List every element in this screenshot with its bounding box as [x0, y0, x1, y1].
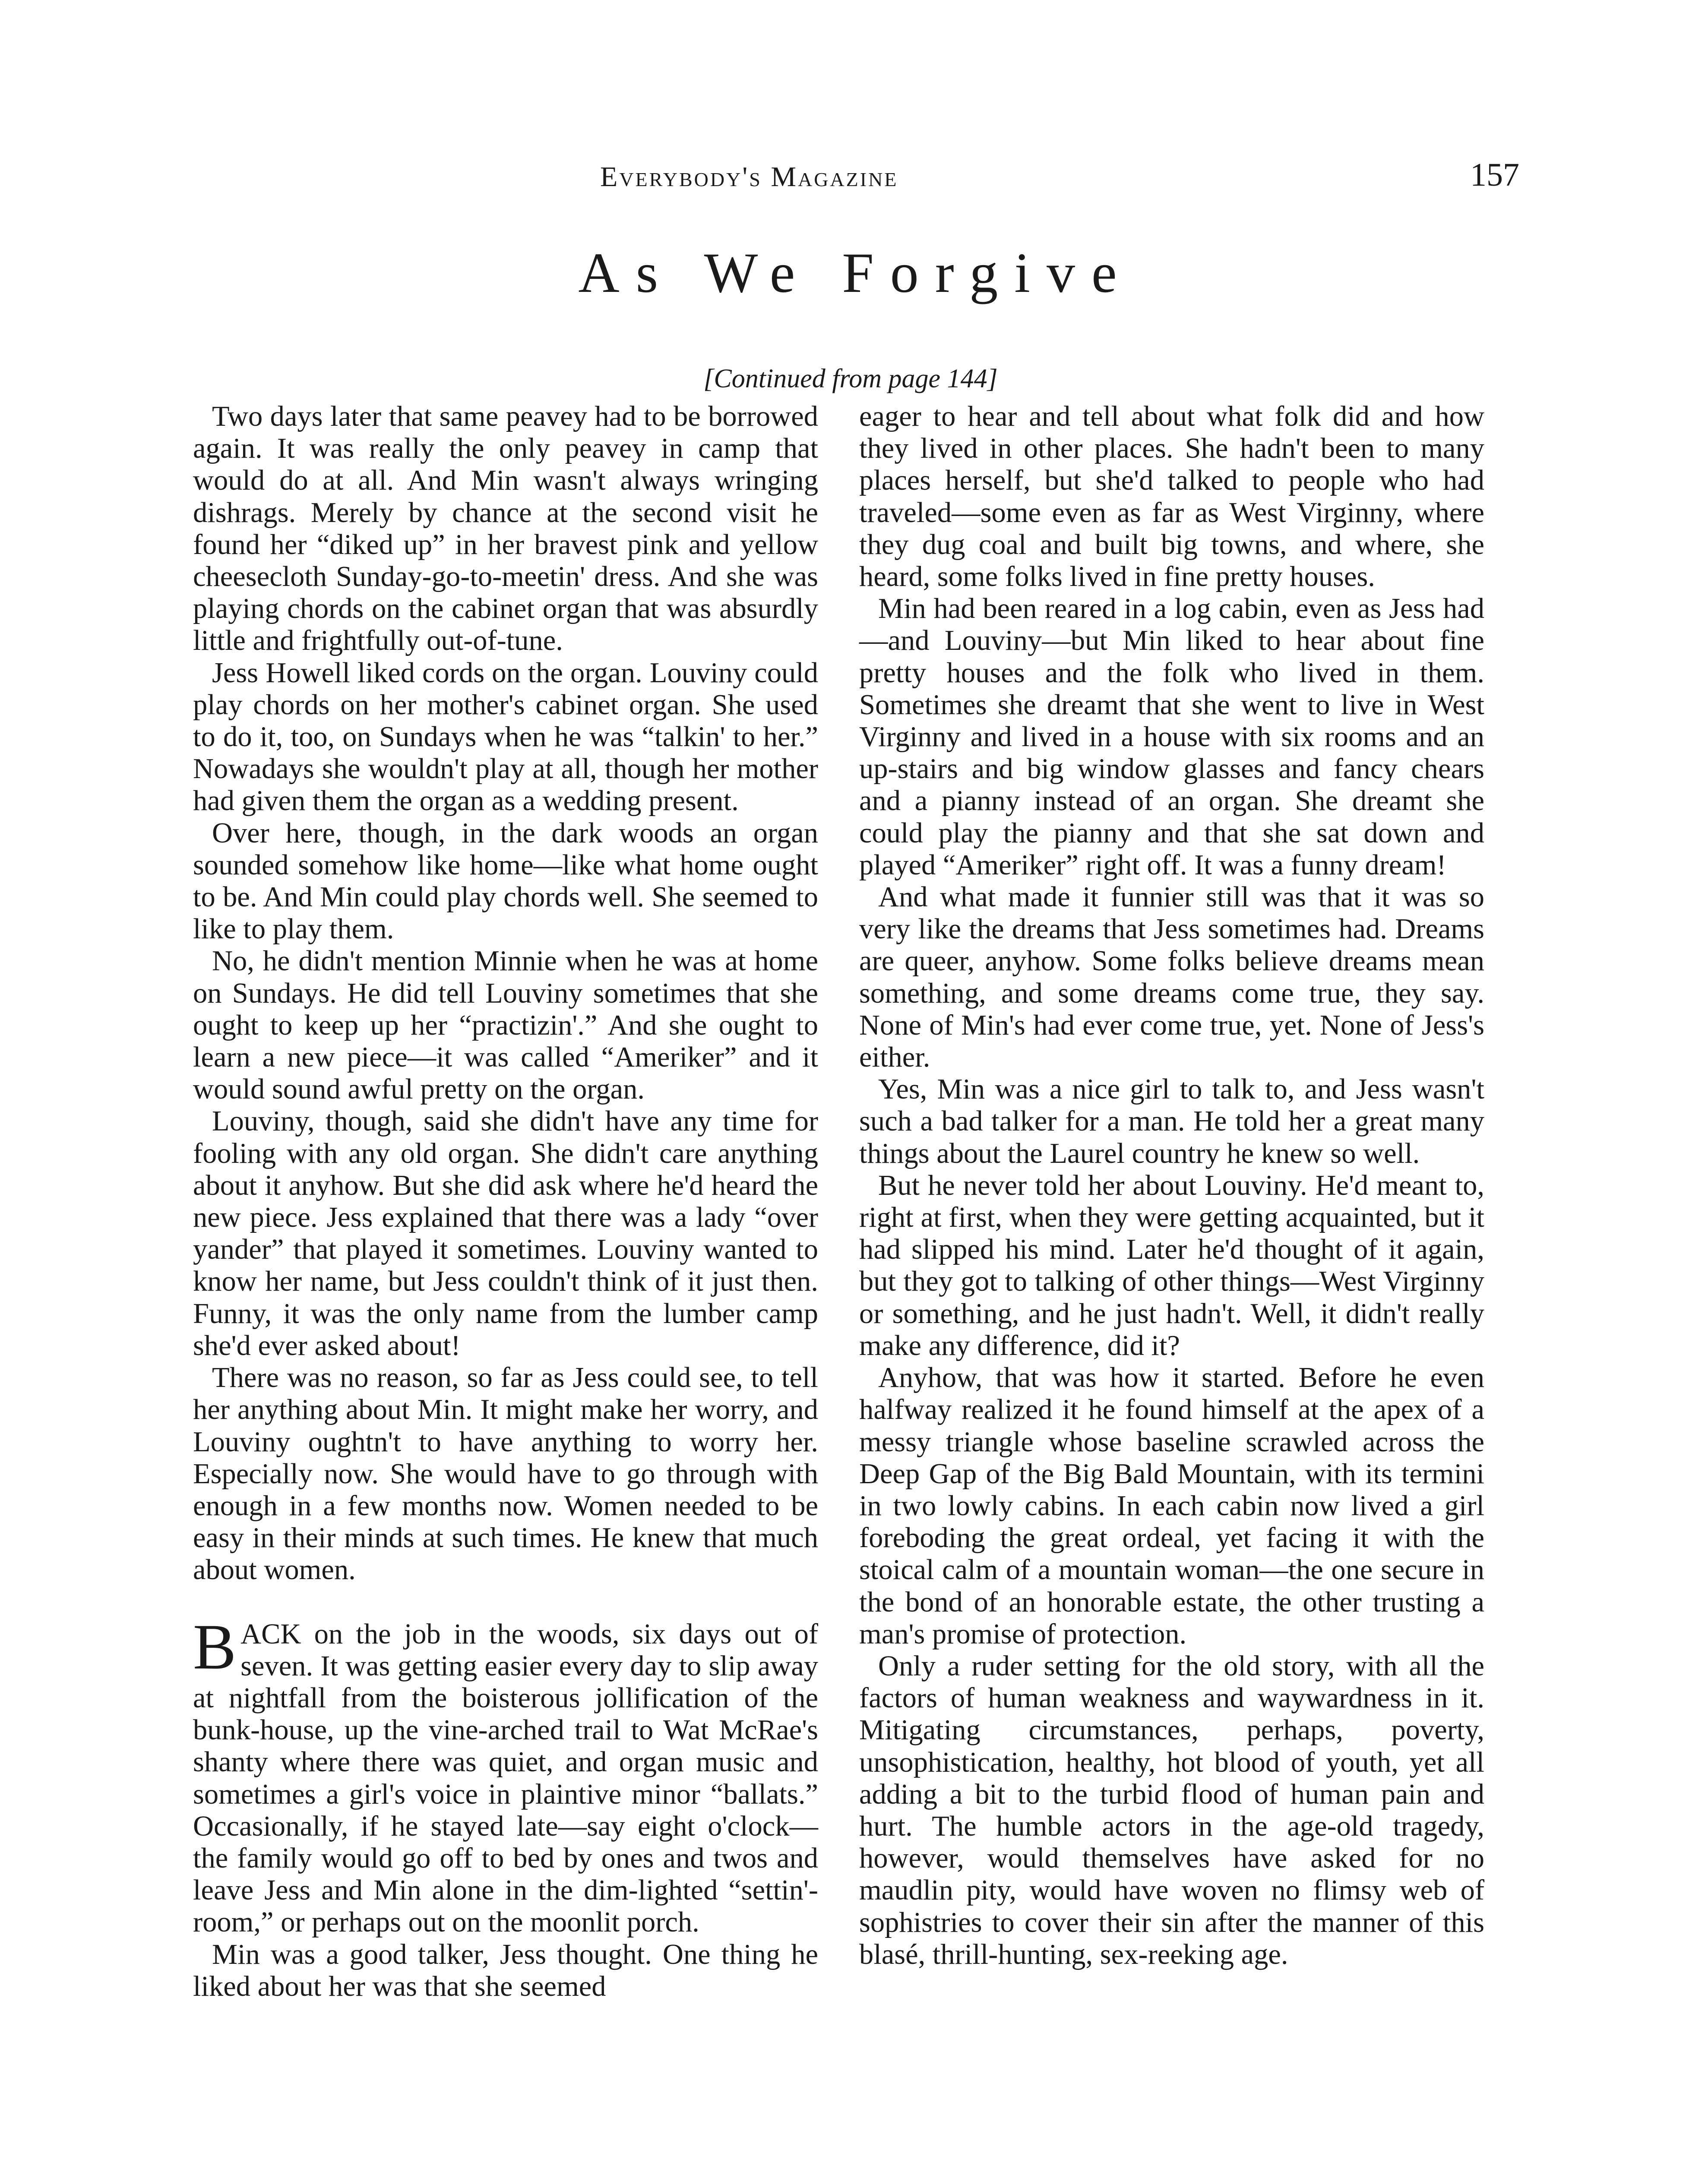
page-number: 157 — [1470, 157, 1519, 193]
paragraph: Anyhow, that was how it started. Before he even halfway realized it he found himself at the apex of a messy triangle whose baseline scrawled across the Deep Gap of the Big Bald Mountain, with its termini in two lowly cabins. In each cabin now lived a girl foreboding the great ordeal, yet facing it with the stoical calm of a mountain woman—the one secure in the bond of an honorable estate, the other trusting a man's promise of protection. — [859, 1362, 1484, 1650]
running-head: Everybody's Magazine — [600, 161, 898, 193]
paragraph: Jess Howell liked cords on the organ. Louviny could play chords on her mother's cabinet organ. She used to do it, too, on Sundays when he was “talkin' to her.” Nowadays she wouldn't play at all, though her mother had given them the organ as a wedding present. — [193, 657, 818, 817]
drop-cap-paragraph — [193, 1611, 818, 1939]
paragraph: Louviny, though, said she didn't have any time for fooling with any old organ. She didn't care anything about it anyhow. But she did ask where he'd heard the new piece. Jess explained that there was a lady “over yander” that played it sometimes. Louviny wanted to know her name, but Jess couldn't think of it just then. Funny, it was the only name from the lumber camp she'd ever asked about! — [193, 1105, 818, 1361]
drop-cap-smallcaps: ACK — [240, 1618, 301, 1650]
drop-cap: B — [193, 1611, 237, 1683]
paragraph: But he never told her about Louviny. He'd meant to, right at first, when they were getting acquainted, but it had slipped his mind. Later he'd thought of it again, but they got to talking of other things—West Virginny or something, and he just hadn't. Well, it didn't really make any difference, did it? — [859, 1169, 1484, 1361]
paragraph: Yes, Min was a nice girl to talk to, and Jess wasn't such a bad talker for a man. He told her a great many things about the Laurel country he knew so well. — [859, 1073, 1484, 1169]
paragraph: No, he didn't mention Minnie when he was at home on Sundays. He did tell Louviny sometimes that she ought to keep up her “practizin'.” And she ought to learn a new piece—it was called “Ameriker” and it would sound awful pretty on the organ. — [193, 945, 818, 1105]
right-column — [859, 401, 1484, 1971]
paragraph: There was no reason, so far as Jess could see, to tell her anything about Min. It might make her worry, and Louviny oughtn't to have anything to worry her. Especially now. She would have to go through with enough in a few months now. Women needed to be easy in their minds at such times. He knew that much about women. — [193, 1362, 818, 1586]
paragraph: eager to hear and tell about what folk did and how they lived in other places. She hadn't been to many places herself, but she'd talked to people who had traveled—some even as far as West Virginny, where they dug coal and built big towns, and where, she heard, some folks lived in fine pretty houses. — [859, 401, 1484, 593]
paragraph: Min had been reared in a log cabin, even as Jess had—and Louviny—but Min liked to hear about fine pretty houses and the folk who lived in them. Sometimes she dreamt that she went to live in West Virginny and lived in a house with six rooms and an up-stairs and big window glasses and fancy chears and a pianny instead of an organ. She dreamt she could play the pianny and that she sat down and played “Ameriker” right off. It was a funny dream! — [859, 593, 1484, 881]
paragraph: Only a ruder setting for the old story, with all the factors of human weakness and waywardness in it. Mitigating circumstances, perhaps, poverty, unsophistication, healthy, hot blood of youth, yet all adding a bit to the turbid flood of human pain and hurt. The humble actors in the age-old tragedy, however, would themselves have asked for no maudlin pity, would have woven no flimsy web of sophistries to cover their sin after the manner of this blasé, thrill-hunting, sex-reeking age. — [859, 1650, 1484, 1970]
article-title: As We Forgive — [578, 241, 1133, 304]
paragraph: Min was a good talker, Jess thought. One thing he liked about her was that she seemed — [193, 1938, 818, 2002]
paragraph: Two days later that same peavey had to be borrowed again. It was really the only peavey in camp that would do at all. And Min wasn't always wringing dishrags. Merely by chance at the second visit he found her “diked up” in her bravest pink and yellow cheesecloth Sunday-go-to-meetin' dress. And she was playing chords on the cabinet organ that was absurdly little and frightfully out-of-tune. — [193, 401, 818, 657]
continued-note: [Continued from page 144] — [703, 364, 998, 393]
left-column — [193, 401, 818, 2003]
paragraph: Over here, though, in the dark woods an organ sounded somehow like home—like what home ought to be. And Min could play chords well. She seemed to like to play them. — [193, 817, 818, 945]
paragraph: And what made it funnier still was that it was so very like the dreams that Jess sometimes had. Dreams are queer, anyhow. Some folks believe dreams mean something, and some dreams come true, they say. None of Min's had ever come true, yet. None of Jess's either. — [859, 881, 1484, 1073]
drop-cap-paragraph-text: on the job in the woods, six days out of seven. It was getting easier every day to slip away at nightfall from the boisterous jollification of the bunk-house, up the vine-arched trail to Wat McRae's shanty where there was quiet, and organ music and sometimes a girl's voice in plaintive minor “ballats.” Occasionally, if he stayed late—say eight o'clock—the family would go off to bed by ones and twos and leave Jess and Min alone in the dim-lighted “settin'-room,” or perhaps out on the moonlit porch. — [193, 1618, 818, 1938]
